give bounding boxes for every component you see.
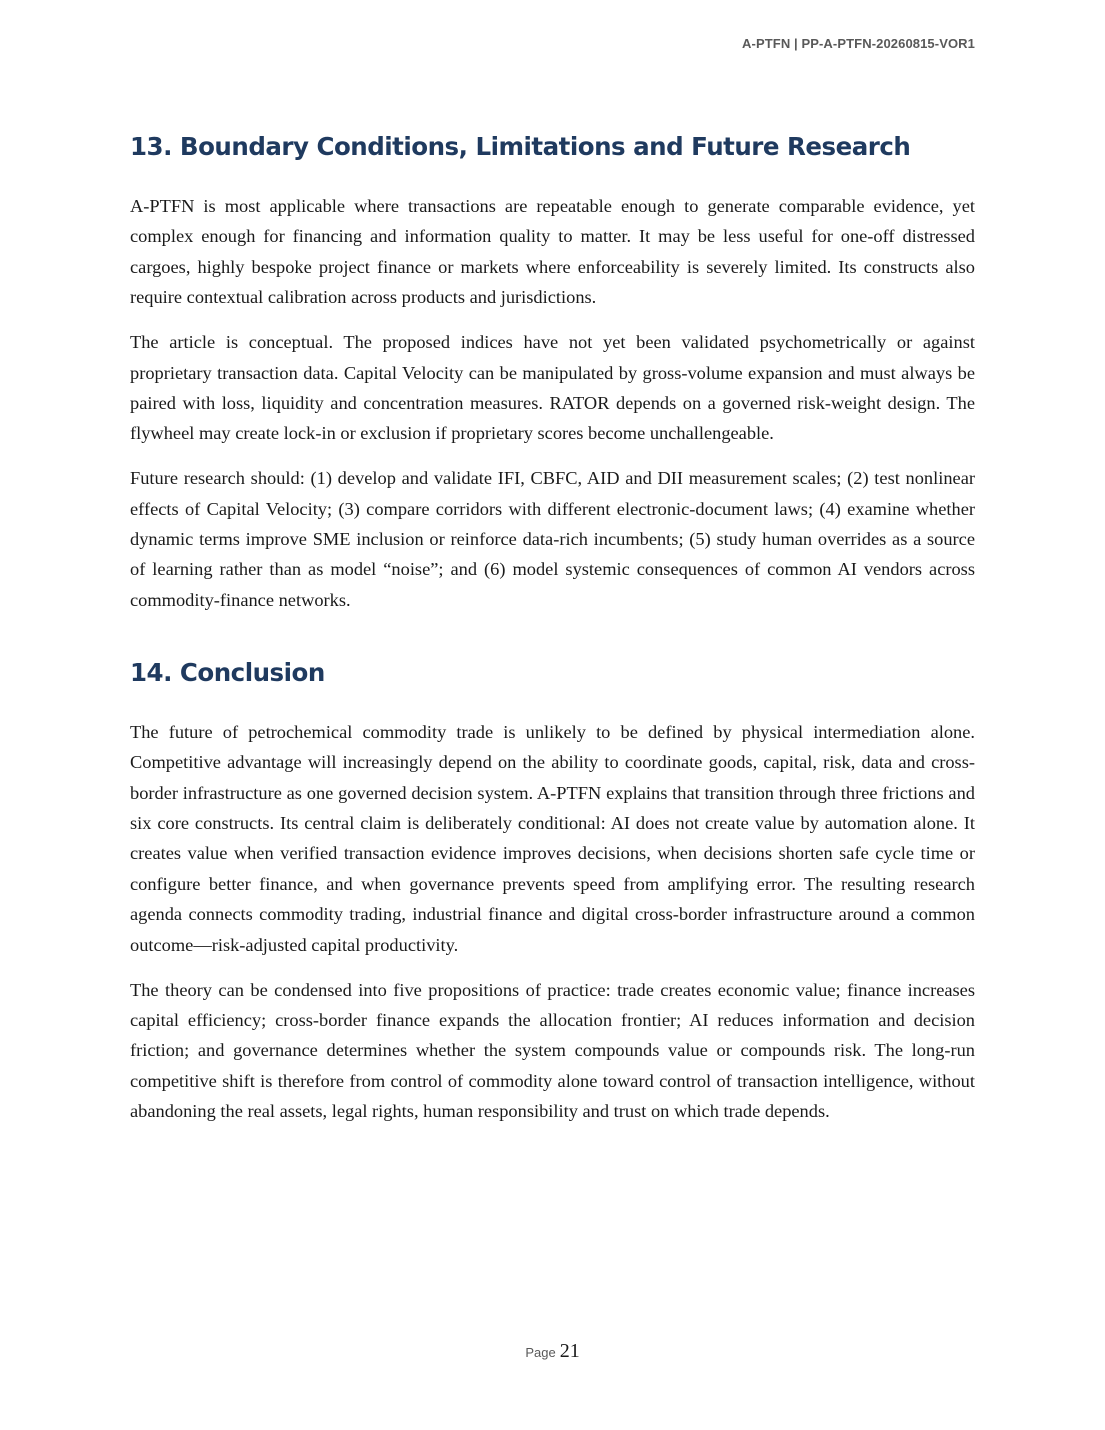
page-number: 21 <box>559 1340 580 1362</box>
page-label: Page <box>525 1345 556 1360</box>
page-footer <box>0 1340 1105 1363</box>
section-title: 14. Conclusion <box>130 657 325 687</box>
running-header: A-PTFN | PP-A-PTFN-20260815-VOR1 <box>742 36 975 51</box>
paragraph: The future of petrochemical commodity trade is unlikely to be defined by physical intermediation alone. Competitive advantage will increasingly depend on the ability to coordinate goods, capital, risk, data and cross-border infrastructure as one governed decision system. A-PTFN explains that transition through three frictions and six core constructs. Its central claim is deliberately conditional: AI does not create value by automation alone. It creates value when verified transaction evidence improves decisions, when decisions shorten safe cycle time or configure better finance, and when governance prevents speed from amplifying error. The resulting research agenda connects commodity trading, industrial finance and digital cross-border infrastructure around a common outcome—risk-adjusted capital productivity. <box>130 721 975 955</box>
section-title: 13. Boundary Conditions, Limitations and Future Research <box>130 132 911 161</box>
paragraph: A-PTFN is most applicable where transactions are repeatable enough to generate comparable evidence, yet complex enough for financing and information quality to matter. It may be less useful for one-off distressed cargoes, highly bespoke project finance or markets where enforceability is severely limited. Its constructs also require contextual calibration across products and jurisdictions. <box>130 196 975 308</box>
paragraph: The article is conceptual. The proposed indices have not yet been validated psychometrically or against proprietary transaction data. Capital Velocity can be manipulated by gross-volume expansion and must always be paired with loss, liquidity and concentration measures. RATOR depends on a governed risk-weight design. The flywheel may create lock-in or exclusion if proprietary scores become unchallengeable. <box>130 332 975 444</box>
page-content <box>130 128 975 1141</box>
section-conclusion <box>130 654 975 1127</box>
section-spacer <box>130 630 975 654</box>
paragraph: The theory can be condensed into five propositions of practice: trade creates economic value; finance increases capital efficiency; cross-border finance expands the allocation frontier; AI reduces information and decision friction; and governance determines whether the system compounds value or compounds risk. The long-run competitive shift is therefore from control of commodity alone toward control of transaction intelligence, without abandoning the real assets, legal rights, human responsibility and trust on which trade depends. <box>130 979 975 1122</box>
paragraph: Future research should: (1) develop and validate IFI, CBFC, AID and DII measurement scales; (2) test nonlinear effects of Capital Velocity; (3) compare corridors with different electronic-document laws; (4) examine whether dynamic terms improve SME inclusion or reinforce data-rich incumbents; (5) study human overrides as a source of learning rather than as model “noise”; and (6) model systemic consequences of common AI vendors across commodity-finance networks. <box>130 468 975 610</box>
section-boundary-conditions <box>130 128 975 615</box>
